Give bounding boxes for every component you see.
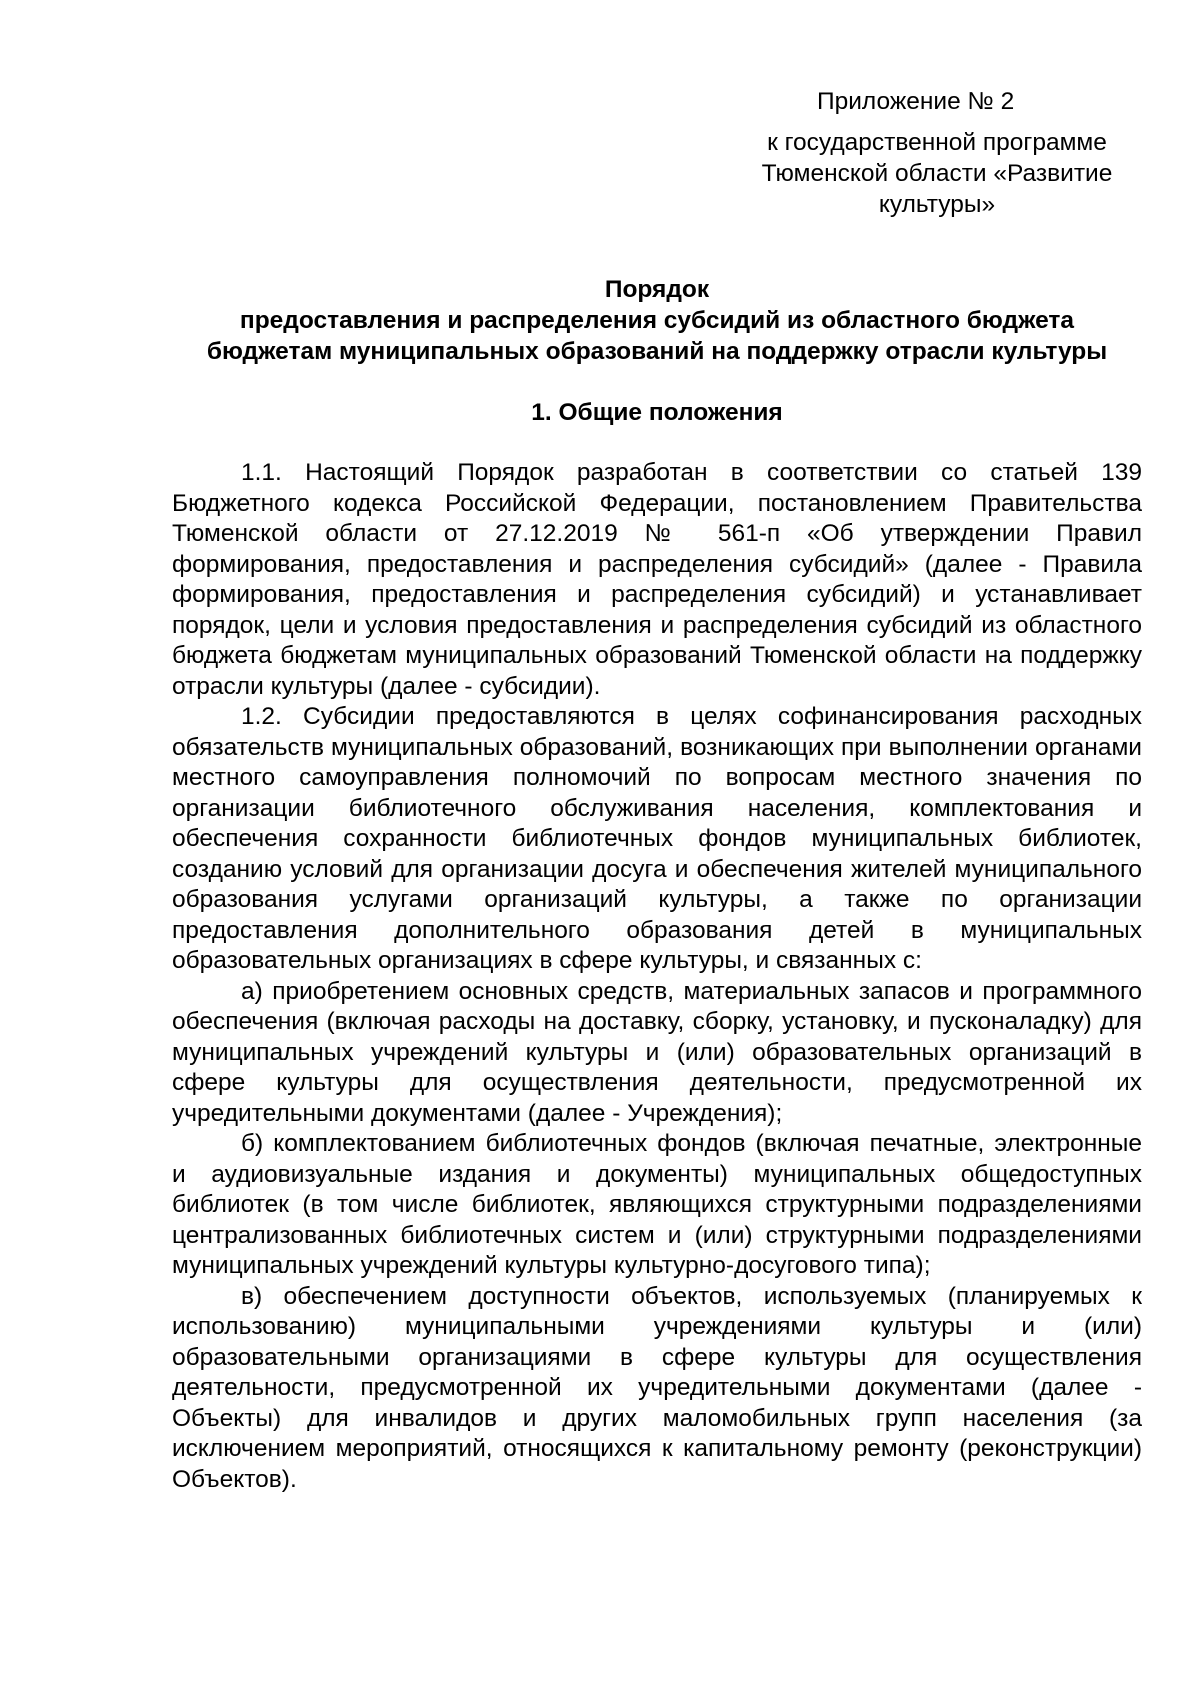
appendix-header (732, 86, 1142, 220)
paragraph-item-b: б) комплектованием библиотечных фондов (включая печатные, электронные и аудиовизуальные издания и документы) муниципальных общедоступных библиотек (в том числе библиотек, являющихся структурными подразделениями централизованных библиотечных систем и (или) структурными подразделениями муниципальных учреждений культуры культурно-досугового типа); (172, 1130, 1142, 1279)
title-line-3: бюджетам муниципальных образований на поддержку отрасли культуры (206, 338, 1108, 365)
paragraph-1-1: 1.1. Настоящий Порядок разработан в соответствии со статьей 139 Бюджетного кодекса Российской Федерации, постановлением Правительства Тюменской области от 27.12.2019 № 561-п «Об утверждении Правил формирования, предоставления и распределения субсидий» (далее - Правила формирования, предоставления и распределения субсидий) и устанавливает порядок, цели и условия предоставления и распределения субсидий из областного бюджета бюджетам муниципальных образований Тюменской области на поддержку отрасли культуры (далее - субсидии). (172, 459, 1142, 700)
paragraph-item-a: а) приобретением основных средств, материальных запасов и программного обеспечения (включая расходы на доставку, сборку, установку, и пусконаладку) для муниципальных учреждений культуры и (или) образовательных организаций в сфере культуры для осуществления деятельности, предусмотренной их учредительными документами (далее - Учреждения); (172, 977, 1142, 1127)
title-line-1: Порядок (604, 276, 710, 303)
section-heading: 1. Общие положения (531, 399, 783, 426)
document-title (172, 274, 1142, 367)
section-body (172, 458, 1142, 1495)
title-line-2: предоставления и распределения субсидий из областного бюджета (239, 307, 1075, 334)
appendix-reference: к государственной программе Тюменской области «Развитие культуры» (761, 129, 1113, 218)
paragraph-item-v: в) обеспечением доступности объектов, используемых (планируемых к использованию) муниципальными учреждениями культуры и (или) образовательными организациями в сфере культуры для осуществления деятельности, предусмотренной их учредительными документами (далее - Объекты) для инвалидов и других маломобильных групп населения (за исключением мероприятий, относящихся к капитальному ремонту (реконструкции) Объектов). (172, 1282, 1142, 1493)
appendix-number: Приложение № 2 (817, 88, 1015, 115)
paragraph-1-2: 1.2. Субсидии предоставляются в целях софинансирования расходных обязательств муниципальных образований, возникающих при выполнении органами местного самоуправления полномочий по вопросам местного значения по организации библиотечного обслуживания населения, комплектования и обеспечения сохранности библиотечных фондов муниципальных библиотек, созданию условий для организации досуга и обеспечения жителей муниципального образования услугами организаций культуры, а также по организации предоставления дополнительного образования детей в муниципальных образовательных организациях в сфере культуры, и связанных с: (172, 703, 1142, 974)
document-page (172, 86, 1142, 1495)
